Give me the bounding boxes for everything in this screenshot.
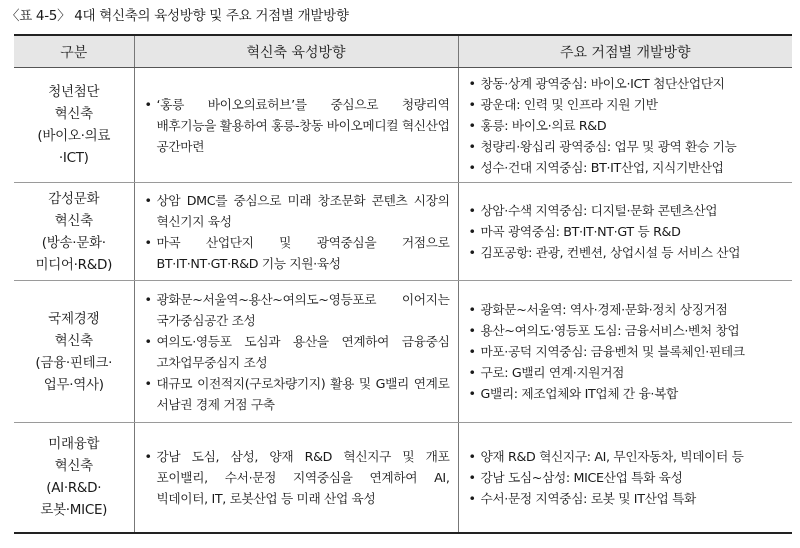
category-cell bbox=[14, 423, 134, 533]
development-item: • 광운대: 인력 및 인프라 지원 기반 bbox=[467, 94, 785, 115]
development-item: • 청량리·왕십리 광역중심: 업무 및 광역 환승 기능 bbox=[467, 136, 785, 157]
category-line: 혁신축 bbox=[54, 458, 93, 475]
development-item: • 마곡 광역중심: BT·IT·NT·GT 등 R&D bbox=[467, 221, 785, 242]
table-header bbox=[14, 35, 792, 68]
development-item: • 구로: G밸리 연계·지원거점 bbox=[467, 362, 785, 383]
direction-item: • 여의도·영등포 도심과 용산을 연계하여 금융중심 고차업무중심지 조성 bbox=[143, 331, 450, 373]
direction-item: • 마곡 산업단지 및 광역중심을 거점으로 BT·IT·NT·GT·R&D 기능 지원·육성 bbox=[143, 232, 450, 274]
development-item: • 강남 도심~삼성: MICE산업 특화 육성 bbox=[467, 467, 785, 488]
development-cell bbox=[458, 183, 792, 281]
category-line: 혁신축 bbox=[54, 332, 93, 349]
table-row bbox=[14, 423, 792, 533]
development-item: • 상암·수색 지역중심: 디지털·문화 콘텐츠산업 bbox=[467, 200, 785, 221]
category-cell bbox=[14, 281, 134, 423]
header-directions: 혁신축 육성방향 bbox=[134, 35, 458, 68]
direction-cell bbox=[134, 423, 458, 533]
innovation-axis-table bbox=[14, 34, 792, 534]
development-item: • 수서·문정 지역중심: 로봇 및 IT산업 특화 bbox=[467, 488, 785, 509]
development-item: • G밸리: 제조업체와 IT업체 간 융·복합 bbox=[467, 383, 785, 404]
category-line: 업무·역사) bbox=[43, 376, 104, 393]
category-line: 감성문화 bbox=[48, 190, 100, 207]
category-line: (방송·문화· bbox=[41, 234, 106, 251]
development-item: • 성수·건대 지역중심: BT·IT산업, 지식기반산업 bbox=[467, 157, 785, 178]
category-line: 미디어·R&D) bbox=[35, 256, 113, 273]
table-row bbox=[14, 183, 792, 281]
development-item: • 용산~여의도·영등포 도심: 금융서비스·벤처 창업 bbox=[467, 320, 785, 341]
category-line: 로봇·MICE) bbox=[40, 502, 108, 519]
direction-item: • 강남 도심, 삼성, 양재 R&D 혁신지구 및 개포 포이밸리, 수서·문정 지역중심을 연계하여 AI, 빅데이터, IT, 로봇산업 등 미래 산업 육성 bbox=[143, 446, 450, 509]
category-line: 국제경쟁 bbox=[48, 310, 100, 327]
development-item: • 창동·상계 광역중심: 바이오·ICT 첨단산업단지 bbox=[467, 73, 785, 94]
category-line: 청년첨단 bbox=[48, 84, 100, 100]
development-cell bbox=[458, 281, 792, 423]
development-item: • 양재 R&D 혁신지구: AI, 무인자동차, 빅데이터 등 bbox=[467, 446, 785, 467]
development-item: • 홍릉: 바이오·의료 R&D bbox=[467, 115, 785, 136]
direction-cell bbox=[134, 281, 458, 423]
category-cell bbox=[14, 183, 134, 281]
category-line: 미래융합 bbox=[48, 436, 100, 453]
development-cell bbox=[458, 68, 792, 183]
table-caption: 〈표 4-5〉 4대 혁신축의 육성방향 및 주요 거점별 개발방향 bbox=[6, 8, 349, 24]
direction-item: • 대규모 이전적지(구로차량기지) 활용 및 G밸리 연계로 서남권 경제 거점 구축 bbox=[143, 373, 450, 415]
category-line: (바이오·의료 bbox=[37, 128, 111, 144]
category-cell bbox=[14, 68, 134, 183]
category-line: ·ICT) bbox=[58, 150, 89, 166]
header-category: 구분 bbox=[14, 35, 134, 68]
development-item: • 광화문~서울역: 역사·경제·문화·정치 상징거점 bbox=[467, 299, 785, 320]
direction-cell bbox=[134, 68, 458, 183]
category-line: 혁신축 bbox=[54, 106, 93, 122]
category-line: 혁신축 bbox=[54, 212, 93, 229]
table-row bbox=[14, 68, 792, 183]
direction-item: • ‘홍릉 바이오의료허브’를 중심으로 청량리역 배후기능을 활용하여 홍릉-창동 바이오메디컬 혁신산업 공간마련 bbox=[143, 94, 450, 157]
category-line: (AI·R&D· bbox=[46, 480, 102, 497]
direction-item: • 상암 DMC를 중심으로 미래 창조문화 콘텐츠 시장의 혁신기지 육성 bbox=[143, 190, 450, 232]
development-item: • 김포공항: 관광, 컨벤션, 상업시설 등 서비스 산업 bbox=[467, 242, 785, 263]
direction-item: • 광화문~서울역~용산~여의도~영등포로 이어지는 국가중심공간 조성 bbox=[143, 289, 450, 331]
development-cell bbox=[458, 423, 792, 533]
development-item: • 마포·공덕 지역중심: 금융벤처 및 블록체인·핀테크 bbox=[467, 341, 785, 362]
direction-cell bbox=[134, 183, 458, 281]
header-developments: 주요 거점별 개발방향 bbox=[458, 35, 792, 68]
table-row bbox=[14, 281, 792, 423]
category-line: (금융·핀테크· bbox=[35, 354, 113, 371]
